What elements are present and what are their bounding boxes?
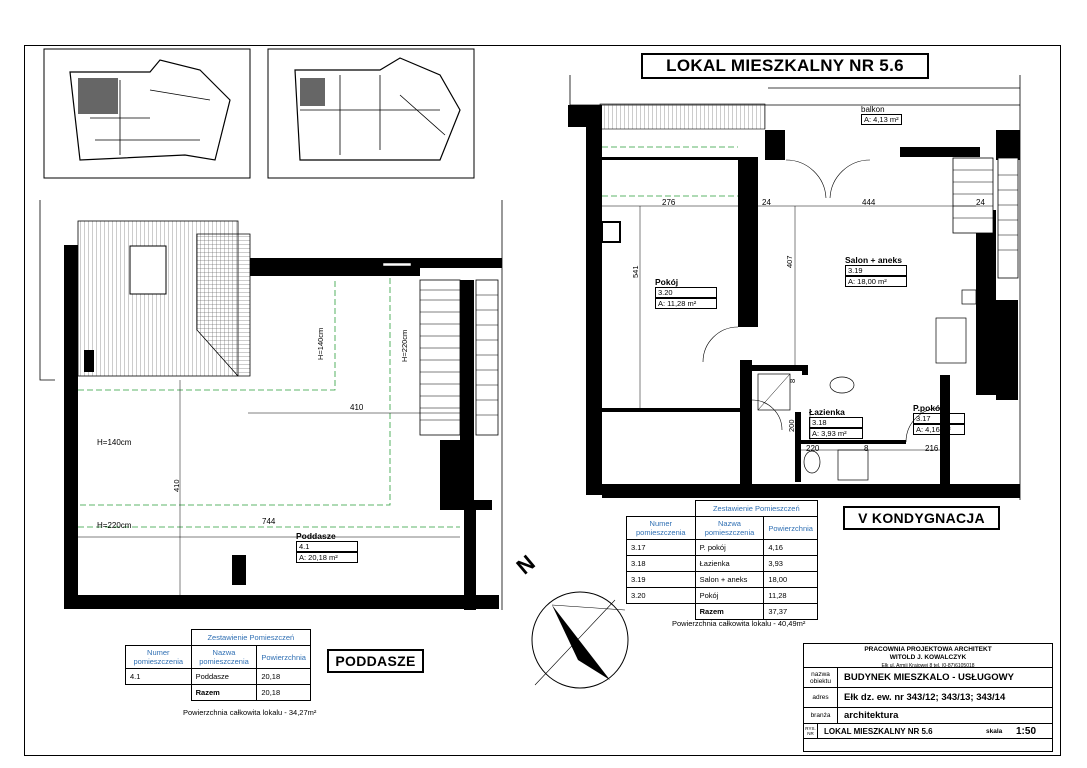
dim-24b: 24 [976, 198, 985, 207]
table-row [627, 540, 818, 556]
cell: Pokój [695, 588, 764, 604]
dim-220: 220 [806, 444, 820, 453]
value-drawing-number: LOKAL MIESZKALNY NR 5.6 [824, 727, 933, 736]
height-140-horizontal: H=140cm [97, 438, 132, 447]
cell: 20,18 [257, 669, 311, 685]
cell: Łazienka [695, 556, 764, 572]
label-branch: branża [804, 708, 838, 723]
cell: 11,28 [764, 588, 818, 604]
cell: 4.1 [126, 669, 192, 685]
key-plan-left [44, 49, 250, 178]
table-row-total [126, 685, 311, 701]
dim-24a: 24 [762, 198, 771, 207]
cell [126, 630, 192, 646]
col-header-area: Powierzchnia [764, 517, 818, 540]
fifth-floor-plan [568, 75, 1020, 500]
cell: Poddasze [191, 669, 257, 685]
total-area-note-fifth: Powierzchnia całkowita lokalu - 40,49m² [672, 619, 806, 628]
col-header-number: Numer pomieszczenia [126, 646, 192, 669]
dim-216: 216 [925, 444, 939, 453]
value-scale: 1:50 [1016, 726, 1037, 737]
dim-200: 200 [787, 419, 796, 432]
dim-541: 541 [631, 265, 640, 278]
total-label: Razem [695, 604, 764, 620]
studio-name: PRACOWNIA PROJEKTOWA ARCHITEKT [864, 646, 992, 653]
room-poddasze: Poddasze 4.1 A: 20,18 m² [296, 531, 358, 563]
label-object: nazwa obiektu [804, 668, 838, 687]
table-row [627, 588, 818, 604]
cell: 3,93 [764, 556, 818, 572]
value-branch: architektura [844, 710, 899, 721]
title-block [803, 643, 1053, 752]
total-value: 37,37 [764, 604, 818, 620]
dim-407: 407 [785, 255, 794, 268]
col-header-name: Nazwa pomieszczenia [191, 646, 257, 669]
cell [627, 604, 696, 620]
key-plan-right [268, 49, 474, 178]
room-ppokoj: P.pokój 3.17 A: 4,16 m² [913, 403, 965, 435]
room-salon: Salon + aneks 3.19 A: 18,00 m² [845, 255, 907, 287]
cell: 3.18 [627, 556, 696, 572]
cell: 3.20 [627, 588, 696, 604]
table-row-total [627, 604, 818, 620]
height-220-horizontal: H=220cm [97, 521, 132, 530]
value-address: Ełk dz. ew. nr 343/12; 343/13; 343/14 [844, 692, 1006, 703]
room-schedule-attic [125, 629, 311, 701]
col-header-name: Nazwa pomieszczenia [695, 517, 764, 540]
table-row [627, 572, 818, 588]
north-arrow [532, 592, 628, 688]
total-value: 20,18 [257, 685, 311, 701]
room-lazienka: Łazienka 3.18 A: 3,93 m² [809, 407, 863, 439]
room-pokoj: Pokój 3.20 A: 11,28 m² [655, 277, 717, 309]
unit-title: LOKAL MIESZKALNY NR 5.6 [641, 53, 929, 79]
label-address: adres [804, 688, 838, 707]
height-140-vertical: H=140cm [316, 327, 325, 360]
col-header-number: Numer pomieszczenia [627, 517, 696, 540]
cell: 3.19 [627, 572, 696, 588]
cell: 4,16 [764, 540, 818, 556]
label-scale: skala [986, 728, 1003, 735]
attic-title: PODDASZE [327, 649, 424, 673]
value-object: BUDYNEK MIESZKALO - USŁUGOWY [844, 672, 1014, 683]
dim-8a: 8 [788, 378, 797, 383]
dim-410-vertical: 410 [172, 479, 181, 492]
dim-444: 444 [862, 198, 876, 207]
schedule-caption [627, 501, 696, 517]
label-drawing-number: RYS. NR [804, 724, 818, 738]
dim-276: 276 [662, 198, 676, 207]
floor-title: V KONDYGNACJA [843, 506, 1000, 530]
cell: Salon + aneks [695, 572, 764, 588]
cell [126, 685, 192, 701]
north-label: N [511, 549, 540, 580]
total-area-note-attic: Powierzchnia całkowita lokalu - 34,27m² [183, 708, 317, 717]
schedule-caption: Zestawienie Pomieszczeń [695, 501, 817, 517]
dim-8b: 8 [864, 444, 869, 453]
table-row [627, 556, 818, 572]
dim-744: 744 [262, 517, 276, 526]
schedule-caption: Zestawienie Pomieszczeń [191, 630, 310, 646]
total-label: Razem [191, 685, 257, 701]
cell: P. pokój [695, 540, 764, 556]
height-220-vertical: H=220cm [400, 329, 409, 362]
cell: 3.17 [627, 540, 696, 556]
room-balkon: balkon A: 4,13 m² [861, 105, 902, 125]
dim-410-horizontal: 410 [350, 403, 364, 412]
table-row [126, 669, 311, 685]
attic-plan [40, 200, 502, 610]
studio-address: Ełk ul. Armii Krajowej 8 tel. (0-87)6105018 [881, 663, 975, 669]
room-schedule-fifth-floor [626, 500, 818, 620]
cell: 18,00 [764, 572, 818, 588]
architect-name: WITOLD J. KOWALCZYK [889, 654, 967, 661]
col-header-area: Powierzchnia [257, 646, 311, 669]
